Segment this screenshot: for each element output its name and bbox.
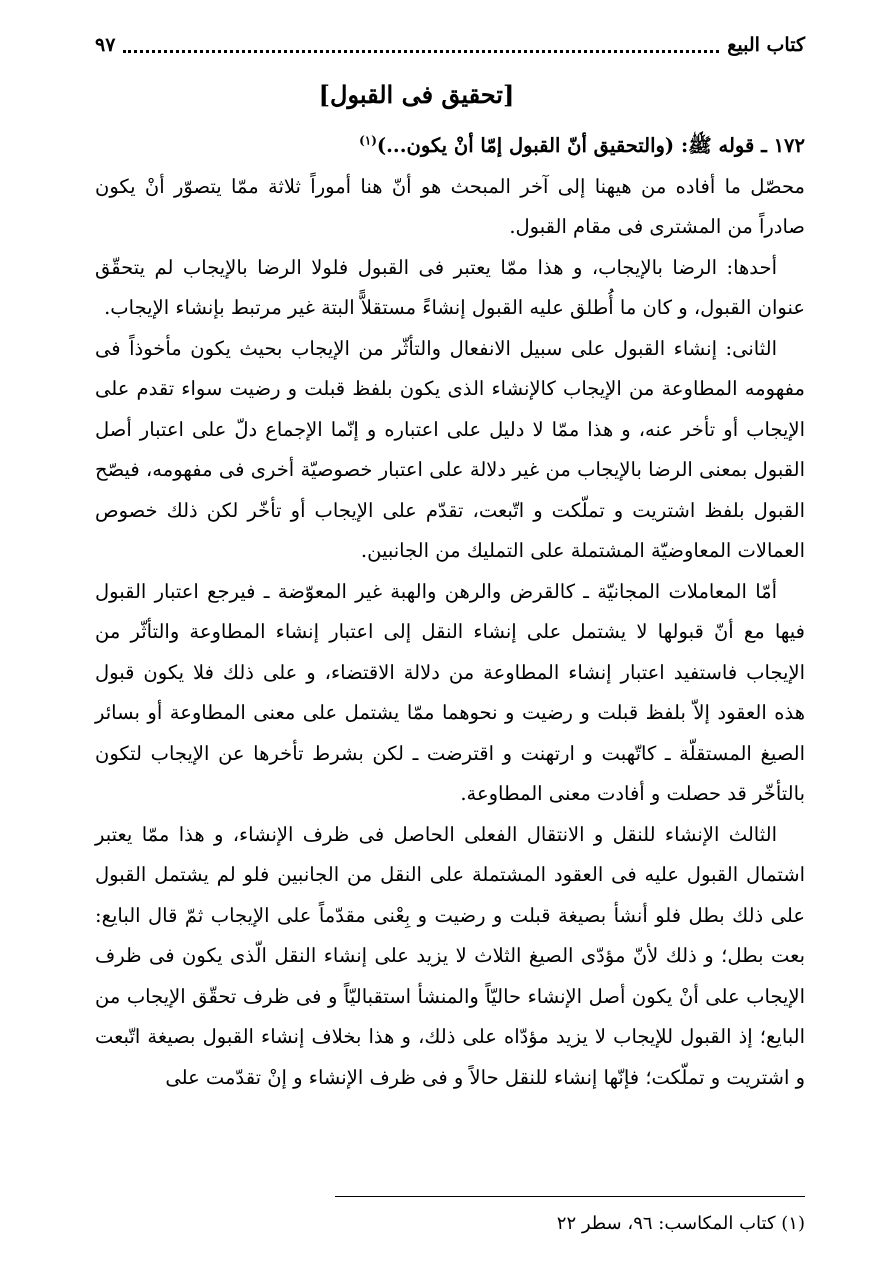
body-text [95, 126, 805, 1098]
item-lead [95, 126, 805, 167]
paragraph-1: محصّل ما أفاده من هيهنا إلى آخر المبحث هو أنّ هنا أموراً ثلاثة ممّا يتصوّر أنْ يكون صادراً من المشترى فى مقام القبول. [95, 174, 805, 238]
section-heading: [تحقيق فى القبول] [318, 80, 515, 109]
running-head-title: كتاب البيع [727, 34, 805, 56]
leader-dots [123, 38, 719, 53]
paragraph-5: الثالث الإنشاء للنقل و الانتقال الفعلى الحاصل فى ظرف الإنشاء، و هذا ممّا يعتبر اشتمال القبول عليه فى العقود المشتملة على النقل من الجانبين فلو لم يشتمل القبول على ذلك بطل فلو أنشأ بصيغة قبلت و رضيت و بِعْنى مقدّماً على الإيجاب ثمّ قال البايع: بعت بطل؛ و ذلك لأنّ مؤدّى الصيغ الثلاث لا يزيد على إنشاء النقل الّذى يكون فى ظرف الإيجاب على أنْ يكون أصل الإنشاء حاليّاً والمنشأ استقباليّاً و فى ظرف تحقّق الإيجاب من البايع؛ إذ القبول للإيجاب لا يزيد مؤدّاه على ذلك، و هذا بخلاف إنشاء القبول بصيغة اتّبعت و اشتريت و تملّكت؛ فإنّها إنشاء للنقل حالاً و فى ظرف الإنشاء و إنْ تقدّمت على [95, 822, 805, 1089]
paragraph-4: أمّا المعاملات المجانيّة ـ كالقرض والرهن والهبة غير المعوّضة ـ فيرجع اعتبار القبول فيها مع أنّ قبولها لا يشتمل على إنشاء النقل إلى اعتبار إنشاء المطاوعة والتأثّر من الإيجاب فاستفيد اعتبار إنشاء المطاوعة من دلالة الاقتضاء، و على ذلك فلا يكون قبول هذه العقود إلاّ بلفظ قبلت و رضيت و نحوهما ممّا يشتمل على معنى المطاوعة أو بسائر الصيغ المستقلّة ـ كاتّهبت و ارتهنت و اقترضت ـ لكن بشرط تأخرها عن الإيجاب لتكون بالتأخّر قد حصلت و أفادت معنى المطاوعة. [95, 579, 805, 805]
paragraph-2: أحدها: الرضا بالإيجاب، و هذا ممّا يعتبر فى القبول فلولا الرضا بالإيجاب لم يتحقّق عنوان القبول، و كان ما أُطلق عليه القبول إنشاءً مستقلاًّ البتة غير مرتبط بإنشاء الإيجاب. [95, 255, 805, 319]
running-head [95, 30, 805, 60]
footnote-ref: (١) [359, 133, 377, 148]
page-number: ٩٧ [95, 34, 116, 56]
footnote-rule [335, 1196, 805, 1197]
footnote: (١) كتاب المكاسب: ٩٦، سطر ٢٢ [556, 1213, 805, 1234]
paragraph-3: الثانى: إنشاء القبول على سبيل الانفعال والتأثّر من الإيجاب بحيث يكون مأخوذاً فى مفهومه المطاوعة من الإيجاب كالإنشاء الذى يكون بلفظ قبلت و رضيت سواء تقدم على الإيجاب أو تأخر عنه، و هذا ممّا لا دليل على اعتباره و إنّما الإجماع دلّ على اعتبار أصل القبول بمعنى الرضا بالإيجاب من غير دلالة على اعتبار خصوصيّة أخرى فى مفهومه، فيصّح القبول بلفظ اشتريت و تملّكت و اتّبعت، تقدّم على الإيجاب أو تأخّر لكن ذلك خصوص العمالات المعاوضيّة المشتملة على التمليك من الجانبين. [95, 336, 805, 562]
item-lead-text: ١٧٢ ـ قوله ﷺ: (والتحقيق أنّ القبول إمّا أنْ يكون...) [376, 134, 805, 157]
